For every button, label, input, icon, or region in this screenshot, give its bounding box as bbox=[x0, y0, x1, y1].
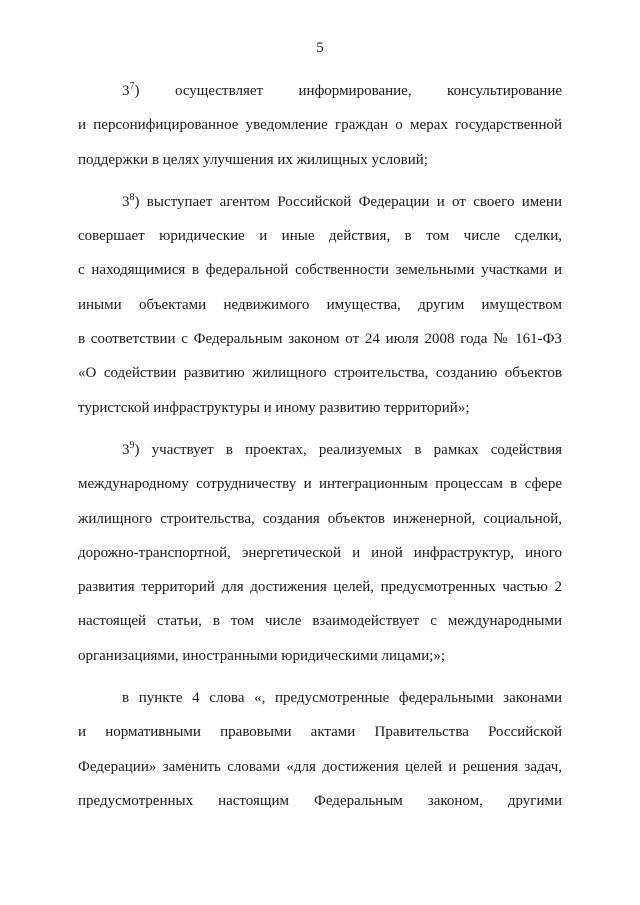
text-line bbox=[78, 715, 562, 749]
line-text: развития территорий для достижения целей, предусмотренных частью 2 bbox=[78, 579, 562, 596]
text-line bbox=[78, 467, 562, 501]
line-text: ) выступает агентом Российской Федерации и от своего имени bbox=[134, 193, 562, 210]
paragraph-gap bbox=[78, 673, 562, 681]
text-line bbox=[78, 604, 562, 638]
line-text: поддержки в целях улучшения их жилищных условий; bbox=[78, 151, 428, 168]
line-text: туристской инфраструктуры и иному развитию территорий»; bbox=[78, 399, 470, 416]
paragraph-gap bbox=[78, 425, 562, 433]
text-line bbox=[78, 750, 562, 784]
line-text: и персонифицированное уведомление граждан о мерах государственной bbox=[78, 117, 562, 134]
item-number: 3 bbox=[122, 83, 130, 99]
item-superscript: 7 bbox=[129, 81, 135, 92]
paragraph bbox=[78, 433, 562, 673]
text-line bbox=[78, 356, 562, 390]
item-superscript: 8 bbox=[129, 191, 135, 203]
line-text: Федерации» заменить словами «для достижения целей и решения задач, bbox=[78, 758, 562, 775]
line-text: «О содействии развитию жилищного строительства, созданию объектов bbox=[78, 365, 562, 382]
text-line bbox=[78, 288, 562, 322]
line-text: международному сотрудничеству и интеграционным процессам в сфере bbox=[78, 476, 562, 493]
line-text: предусмотренных настоящим Федеральным законом, другими bbox=[78, 792, 562, 809]
page-number: 5 bbox=[316, 40, 324, 56]
text-line bbox=[78, 143, 562, 177]
document-body bbox=[78, 74, 562, 818]
text-line bbox=[78, 502, 562, 536]
paragraph-gap bbox=[78, 177, 562, 185]
text-line bbox=[78, 391, 562, 425]
text-line bbox=[78, 536, 562, 570]
text-line bbox=[78, 681, 562, 715]
text-line bbox=[78, 74, 562, 108]
paragraph bbox=[78, 681, 562, 818]
paragraph bbox=[78, 74, 562, 177]
item-superscript: 9 bbox=[129, 439, 135, 451]
line-text: иными объектами недвижимого имущества, другим имуществом bbox=[78, 296, 562, 313]
text-line bbox=[78, 185, 562, 219]
text-line bbox=[78, 219, 562, 253]
item-number: 3 bbox=[122, 441, 130, 458]
line-text: жилищного строительства, создания объектов инженерной, социальной, bbox=[78, 510, 562, 527]
line-text: дорожно-транспортной, энергетической и иной инфраструктур, иного bbox=[78, 544, 562, 561]
line-text: ) участвует в проектах, реализуемых в рамках содействия bbox=[134, 441, 562, 458]
text-line bbox=[78, 639, 562, 673]
item-number: 3 bbox=[122, 193, 130, 210]
text-line bbox=[78, 253, 562, 287]
line-text: совершает юридические и иные действия, в том числе сделки, bbox=[78, 228, 562, 245]
text-line bbox=[78, 433, 562, 467]
line-text: настоящей статьи, в том числе взаимодействует с международными bbox=[78, 613, 562, 630]
text-line bbox=[78, 322, 562, 356]
text-line bbox=[78, 784, 562, 818]
line-text: в пункте 4 слова «, предусмотренные федеральными законами bbox=[122, 690, 562, 707]
line-text: и нормативными правовыми актами Правительства Российской bbox=[78, 724, 562, 741]
line-text: с находящимися в федеральной собственности земельными участками и bbox=[78, 262, 562, 279]
line-text: ) осуществляет информирование, консультирование bbox=[134, 83, 562, 99]
line-text: в соответствии с Федеральным законом от 24 июля 2008 года № 161-ФЗ bbox=[78, 331, 562, 348]
text-line bbox=[78, 570, 562, 604]
line-text: организациями, иностранными юридическими лицами;»; bbox=[78, 647, 446, 664]
paragraph bbox=[78, 185, 562, 425]
text-line bbox=[78, 108, 562, 142]
